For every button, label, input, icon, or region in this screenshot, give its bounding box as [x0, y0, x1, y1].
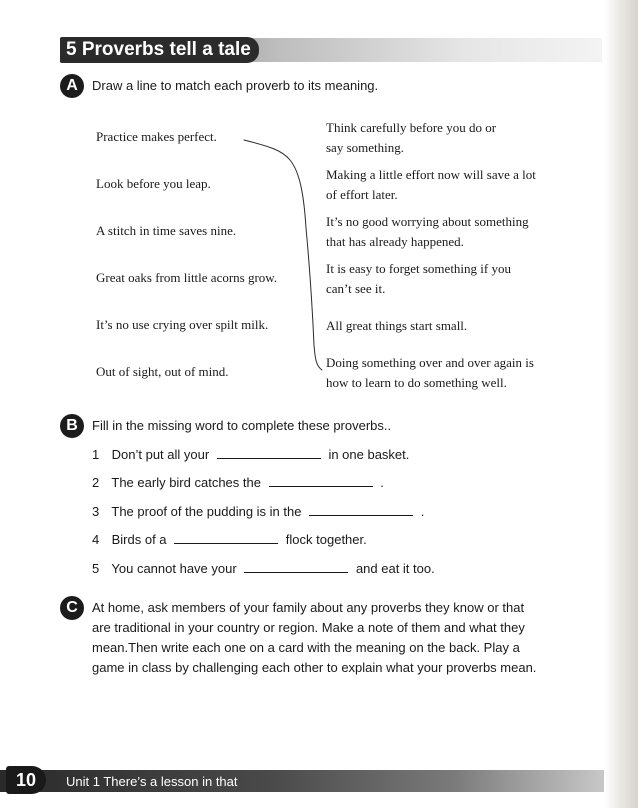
activity-c-instruction: [92, 598, 572, 678]
meaning-2-line-2: of effort later.: [326, 187, 398, 202]
fill-blank-input[interactable]: [269, 476, 373, 487]
fill-item-number: 4: [92, 532, 100, 547]
meaning-6-line-1: Doing something over and over again is: [326, 355, 534, 370]
activity-c-line-1: At home, ask members of your family about any proverbs they know or that: [92, 600, 525, 615]
fill-item-text-after: .: [420, 504, 425, 519]
proverb-5[interactable]: It’s no use crying over spilt milk.: [96, 317, 269, 332]
fill-item-text-before: You cannot have your: [111, 561, 237, 576]
meaning-3-line-1: It’s no good worrying about something: [326, 214, 529, 229]
fill-blank-input[interactable]: [244, 562, 348, 573]
meaning-1-line-1: Think carefully before you do or: [326, 120, 497, 135]
unit-title: Unit 1 There’s a lesson in that: [66, 774, 238, 789]
activity-a-instruction: Draw a line to match each proverb to its meaning.: [92, 78, 379, 93]
fill-item-text-after: .: [380, 475, 384, 490]
meaning-4-line-2: can’t see it.: [326, 281, 386, 296]
fill-item-number: 5: [92, 561, 100, 576]
activity-c-line-2: are traditional in your country or region. Make a note of them and what they: [92, 620, 525, 635]
fill-blank-input[interactable]: [174, 533, 278, 544]
fill-item-number: 1: [92, 447, 100, 462]
page-number: 10: [6, 766, 46, 794]
fill-item-text-after: and eat it too.: [355, 561, 435, 576]
fill-item-text-after: flock together.: [285, 532, 367, 547]
fill-item-2: [92, 475, 384, 490]
proverb-2[interactable]: Look before you leap.: [96, 176, 211, 191]
proverb-6[interactable]: Out of sight, out of mind.: [96, 364, 229, 379]
activity-b-badge: B: [60, 414, 84, 438]
activity-b-instruction: Fill in the missing word to complete these proverbs..: [92, 418, 392, 433]
meaning-5-line-1: All great things start small.: [326, 318, 468, 333]
fill-item-text-before: Birds of a: [111, 532, 167, 547]
fill-item-text-before: The proof of the pudding is in the: [111, 504, 302, 519]
meaning-2-line-1: Making a little effort now will save a lot: [326, 167, 536, 182]
activity-c-line-3: mean.Then write each one on a card with the meaning on the back. Play a: [92, 640, 520, 655]
activity-c-line-4: game in class by challenging each other to explain what your proverbs mean.: [92, 660, 537, 675]
fill-item-3: [92, 504, 424, 519]
activity-c-badge: C: [60, 596, 84, 620]
fill-item-number: 3: [92, 504, 100, 519]
proverb-4[interactable]: Great oaks from little acorns grow.: [96, 270, 278, 285]
fill-item-5: [92, 561, 435, 576]
fill-blank-input[interactable]: [217, 448, 321, 459]
meaning-1-line-2: say something.: [326, 140, 404, 155]
fill-blank-input[interactable]: [309, 505, 413, 516]
fill-item-text-before: The early bird catches the: [111, 475, 261, 490]
proverb-3[interactable]: A stitch in time saves nine.: [96, 223, 237, 238]
activity-a-badge: A: [60, 74, 84, 98]
fill-item-1: [92, 447, 409, 462]
fill-item-text-before: Don’t put all your: [111, 447, 210, 462]
proverb-1[interactable]: Practice makes perfect.: [96, 129, 217, 144]
fill-item-number: 2: [92, 475, 100, 490]
meaning-6-line-2: how to learn to do something well.: [326, 375, 507, 390]
fill-item-4: [92, 532, 367, 547]
meaning-4-line-1: It is easy to forget something if you: [326, 261, 511, 276]
fill-item-text-after: in one basket.: [328, 447, 410, 462]
section-title: 5 Proverbs tell a tale: [60, 37, 259, 63]
meaning-3-line-2: that has already happened.: [326, 234, 464, 249]
